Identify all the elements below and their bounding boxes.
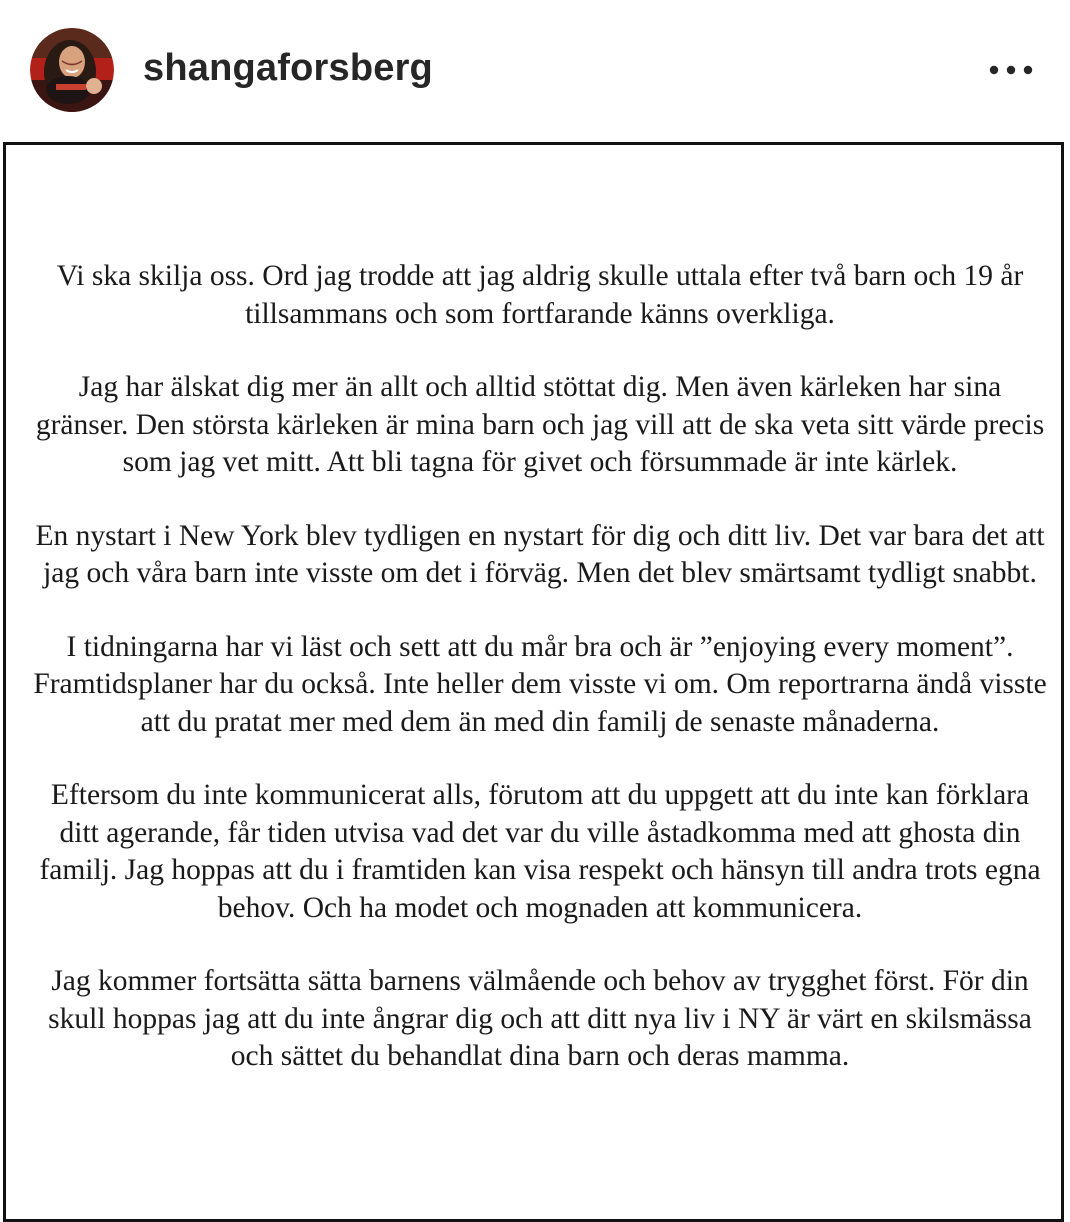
more-options-button[interactable] [980, 50, 1042, 90]
paragraph: Eftersom du inte kommunicerat alls, förutom att du uppgett att du inte kan förklara ditt agerande, får tiden utvisa vad det var du ville åstadkomma med att ghosta din familj. Jag hoppas att du i framtiden kan visa respekt och hänsyn till andra trots egna behov. Och ha modet och mognaden att kommunicera. [39, 779, 1041, 924]
username-link[interactable]: shangaforsberg [143, 47, 433, 89]
paragraph: Jag har älskat dig mer än allt och alltid stöttat dig. Men även kärleken har sina gränser. Den största kärleken är mina barn och jag vill att de ska veta sitt värde precis som jag vet mitt. Att bli tagna för givet och försummade är inte kärlek. [35, 371, 1045, 478]
post-image [0, 142, 1070, 1200]
paragraph: En nystart i New York blev tydligen en nystart för dig och ditt liv. Det var bara det att jag och våra barn inte visste om det i förväg. Men det blev smärtsamt tydligt snabbt. [35, 519, 1045, 589]
avatar[interactable] [30, 28, 114, 112]
profile-photo-icon [30, 28, 114, 112]
post-header [0, 0, 1070, 142]
paragraph: I tidningarna har vi läst och sett att du mår bra och är ”enjoying every moment”. Framtidsplaner har du också. Inte heller dem visste vi om. Om reportrarna ändå visste att du pratat mer med dem än med din familj de senaste månaderna. [33, 630, 1047, 738]
paragraph: Jag kommer fortsätta sätta barnens välmående och behov av trygghet först. För din skull hoppas jag att du inte ångrar dig och att ditt nya liv i NY är värt en skilsmässa och sättet du behandlat dina barn och deras mamma. [48, 965, 1032, 1072]
more-horizontal-icon [980, 50, 1042, 90]
paragraph: Vi ska skilja oss. Ord jag trodde att jag aldrig skulle uttala efter två barn och 19 år tillsammans och som fortfarande känns overkliga. [56, 260, 1024, 330]
post-text [30, 258, 1050, 1112]
